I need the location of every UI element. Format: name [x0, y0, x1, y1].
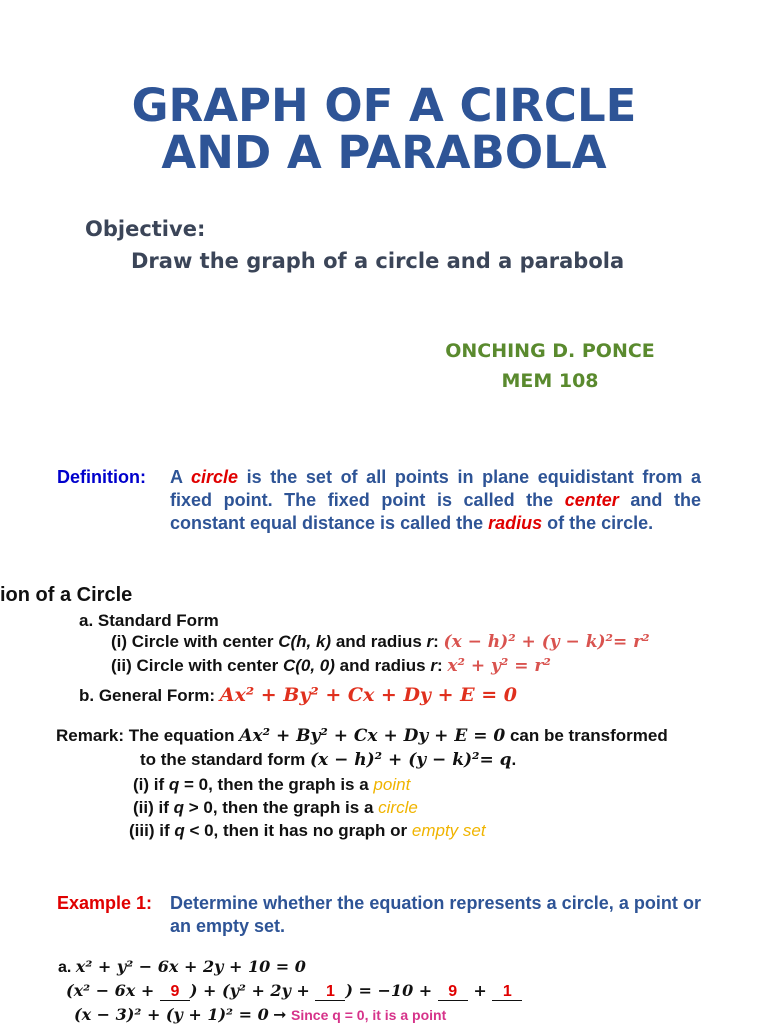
definition-part: is the set of all points in plane equidistant from a fixed point. The fixed point is called the — [170, 467, 701, 510]
general-formula: Ax² + By² + Cx + Dy + E = 0 — [219, 684, 517, 706]
center-notation: C(0, 0) — [282, 656, 335, 675]
case-text: > 0, then the graph is a — [184, 798, 379, 817]
definition-part: A — [170, 467, 191, 487]
case-text: (ii) Circle with center — [111, 656, 283, 675]
blank-answer: 9 — [438, 984, 468, 1001]
step-part: ) + (y² + 2y + — [189, 981, 316, 1000]
general-form — [79, 684, 517, 706]
objective-label: Objective: — [85, 217, 206, 241]
remark-formula: Ax² + By² + Cx + Dy + E = 0 — [239, 726, 506, 746]
remark-case-circle — [133, 798, 418, 818]
completing-square-step — [66, 981, 522, 1001]
standard-form-case-ii — [111, 656, 551, 676]
case-text: (ii) if — [133, 798, 174, 817]
standard-form-case-i — [111, 632, 650, 652]
result-empty-set: empty set — [411, 821, 486, 840]
radius-notation: r — [426, 632, 434, 651]
equation-heading: ion of a Circle — [0, 584, 133, 606]
result-equation: (x − 3)² + (y + 1)² = 0 — [74, 1005, 269, 1024]
general-form-label: b. General Form: — [79, 686, 220, 705]
case-text: < 0, then it has no graph or — [184, 821, 412, 840]
case-text: : — [433, 632, 444, 651]
definition-term-center: center — [564, 490, 619, 510]
remark-standard-formula: (x − h)² + (y − k)²= q — [310, 750, 512, 770]
definition-text — [170, 466, 701, 535]
item-label: a. — [58, 959, 76, 976]
q-variable: q — [168, 775, 180, 794]
step-part: ) = −10 + — [345, 981, 438, 1000]
example-number: Example 1: — [57, 893, 153, 913]
conclusion-note: Since q = 0, it is a point — [291, 1007, 447, 1023]
q-variable: q — [173, 798, 184, 817]
example-a — [58, 957, 306, 977]
example-label — [57, 892, 152, 915]
case-text: and radius — [331, 632, 427, 651]
standard-formula: (x − h)² + (y − k)²= r² — [443, 632, 650, 652]
case-text: (i) Circle with center — [111, 632, 279, 651]
result-point: point — [373, 775, 411, 794]
blank-answer: 1 — [315, 984, 345, 1001]
step-part: + — [467, 981, 493, 1000]
definition-term-circle: circle — [190, 467, 239, 487]
standard-result — [74, 1005, 446, 1025]
step-part: (x² − 6x + — [66, 981, 160, 1000]
definition-part: of the circle. — [542, 513, 654, 533]
case-text: and radius — [334, 656, 431, 675]
remark-text: to the standard form — [140, 750, 311, 769]
blank-answer: 1 — [492, 984, 522, 1001]
case-text: = 0, then the graph is a — [179, 775, 374, 794]
center-notation: C(h, k) — [278, 632, 332, 651]
blank-answer: 9 — [160, 984, 190, 1001]
remark-text: can be transformed — [505, 726, 668, 745]
result-circle: circle — [378, 798, 418, 817]
slide-title-line2: AND A PARABOLA — [161, 126, 607, 179]
case-text: (i) if — [133, 775, 169, 794]
definition-part: and the constant equal distance is called the — [170, 490, 701, 533]
arrow-right-icon: ➞ — [273, 1005, 287, 1024]
author-name: ONCHING D. PONCE — [445, 340, 655, 362]
case-text: (iii) if — [129, 821, 175, 840]
objective-text: Draw the graph of a circle and a parabola — [131, 249, 625, 273]
definition-term-radius: radius — [488, 513, 543, 533]
remark-label: Remark: The equation — [56, 726, 240, 745]
course-code: MEM 108 — [501, 370, 599, 392]
remark-case-point — [133, 775, 410, 795]
remark-text: . — [511, 750, 517, 769]
slide-title-line1: GRAPH OF A CIRCLE — [131, 79, 637, 132]
remark-case-empty — [129, 821, 486, 841]
example-text: Determine whether the equation represents a circle, a point or an empty set. — [170, 893, 701, 936]
standard-form-label: a. Standard Form — [79, 611, 219, 630]
remark-line2 — [140, 750, 516, 770]
example-equation: x² + y² − 6x + 2y + 10 = 0 — [75, 957, 306, 976]
origin-formula: x² + y² = r² — [447, 656, 551, 676]
q-variable: q — [174, 821, 185, 840]
radius-notation: r — [430, 656, 437, 675]
case-text: : — [436, 656, 448, 675]
remark-line1 — [56, 726, 668, 746]
definition-label: Definition: — [57, 467, 146, 487]
